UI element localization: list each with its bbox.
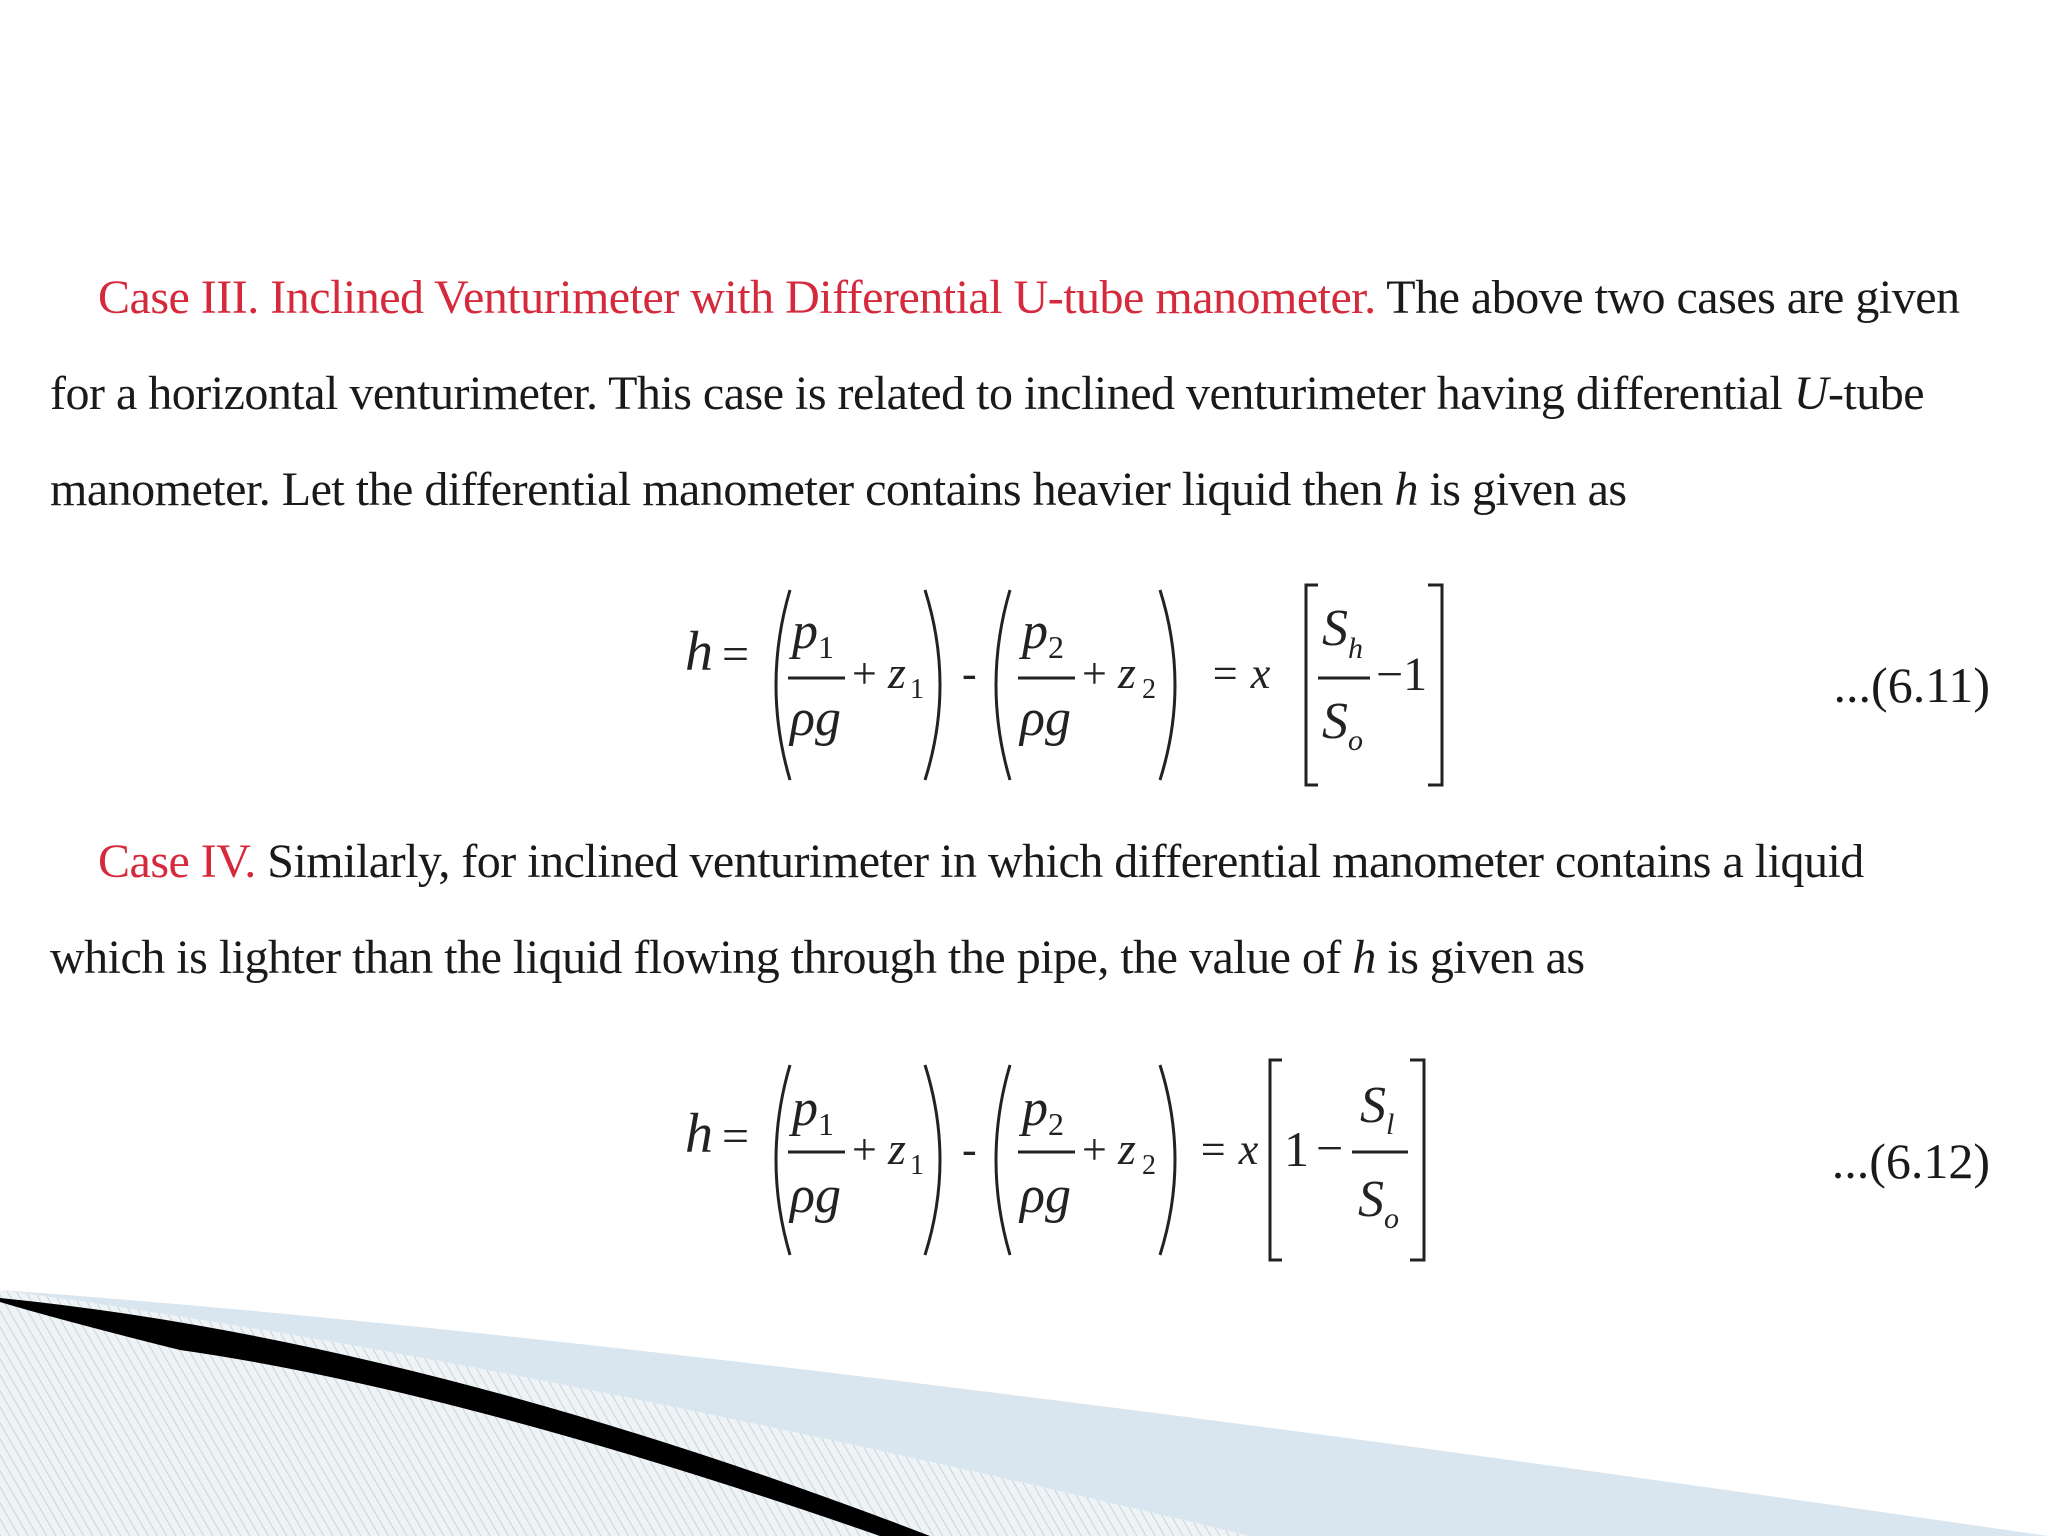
eq612-h: h <box>685 1103 713 1165</box>
eq611-z2-sub: 2 <box>1142 674 1156 705</box>
eq612-equals: = <box>722 1110 750 1163</box>
eq611-rhog-1: ρg <box>790 690 841 747</box>
case-4-text-1: Similarly, for inclined venturimeter in which differential manometer contains a liquid which is lighter than the liquid flowing through the pipe, the value of <box>50 835 1864 984</box>
eq612-sl-sub: l <box>1386 1108 1395 1141</box>
eq611-minus: - <box>962 649 977 698</box>
eq612-minus-2: − <box>1316 1122 1344 1175</box>
eq611-plus-2: + <box>1082 649 1107 698</box>
eq611-so-sub: o <box>1348 724 1363 757</box>
eq611-z1: z <box>888 647 906 698</box>
case-3-text-1: The above two cases are given for a horizontal venturimeter. This case is related to inclined venturimeter having differential <box>50 271 1960 420</box>
eq612-rhog-1: ρg <box>790 1167 841 1224</box>
eq611-sh-sub: h <box>1348 632 1363 665</box>
eq612-eq-x: = x <box>1198 1125 1259 1174</box>
eq612-sl: S <box>1360 1077 1386 1134</box>
eq612-p1-sub: 1 <box>818 1106 834 1142</box>
case-3-text-2: -tube manometer. Let the differential manometer contains heavier liquid then <box>50 367 1925 516</box>
eq611-h: h <box>685 621 713 683</box>
eq612-rhog-2: ρg <box>1020 1167 1071 1224</box>
eq611-p1-sub: 1 <box>818 629 834 665</box>
case-3-heading: Case III. Inclined Venturimeter with Differential U-tube manometer. <box>98 271 1376 324</box>
eq611-z1-sub: 1 <box>910 674 924 705</box>
case-3-text-h: h <box>1394 463 1418 516</box>
case-3-text-3: is given as <box>1417 463 1627 516</box>
eq611-sh: S <box>1322 600 1348 657</box>
eq612-one: 1 <box>1284 1121 1309 1177</box>
eq611-eq-x: = x <box>1210 649 1271 698</box>
eq611-p2: p <box>1022 603 1048 660</box>
eq611-rhog-2: ρg <box>1020 690 1071 747</box>
eq612-so-sub: o <box>1384 1202 1399 1235</box>
equation-6-11-number: ...(6.11) <box>1833 657 1990 713</box>
eq611-p2-sub: 2 <box>1048 629 1064 665</box>
case-4-text-h: h <box>1352 931 1376 984</box>
eq612-plus-2: + <box>1082 1125 1107 1174</box>
case-3-text-u: U <box>1793 367 1828 420</box>
eq612-p2-sub: 2 <box>1048 1106 1064 1142</box>
eq612-so: S <box>1358 1171 1384 1228</box>
case-4-text-2: is given as <box>1375 931 1585 984</box>
eq611-so: S <box>1322 693 1348 750</box>
eq612-plus-1: + <box>852 1125 877 1174</box>
case-4-heading: Case IV. <box>98 835 256 888</box>
eq611-minus-one: −1 <box>1376 648 1428 701</box>
eq612-minus: - <box>962 1125 977 1174</box>
eq612-z1-sub: 1 <box>910 1150 924 1181</box>
eq612-p2: p <box>1022 1080 1048 1137</box>
eq612-p1: p <box>792 1080 818 1137</box>
eq611-equals: = <box>722 628 750 681</box>
eq612-z1: z <box>888 1123 906 1174</box>
eq612-z2-sub: 2 <box>1142 1150 1156 1181</box>
eq612-z2: z <box>1118 1123 1136 1174</box>
eq611-p1: p <box>792 603 818 660</box>
eq611-plus-1: + <box>852 649 877 698</box>
equation-6-12-number: ...(6.12) <box>1831 1133 1990 1189</box>
eq611-z2: z <box>1118 647 1136 698</box>
